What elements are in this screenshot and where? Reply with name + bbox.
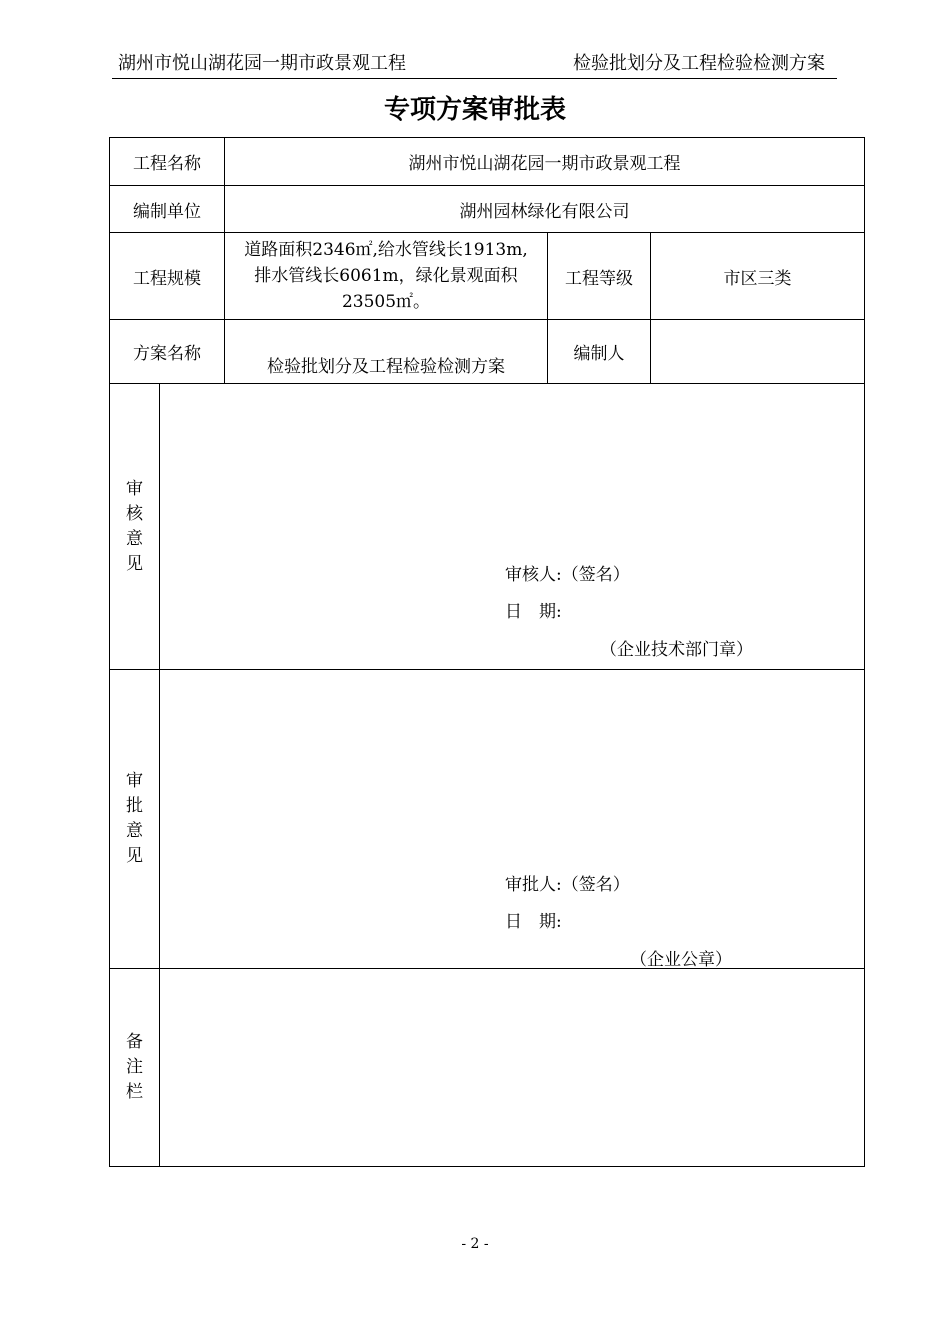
remarks-row xyxy=(110,969,865,1167)
approval-date: 日 期: xyxy=(505,912,562,932)
plan-author-value xyxy=(651,320,865,384)
remarks-cell xyxy=(160,969,865,1167)
page-number: - 2 - xyxy=(461,1236,489,1252)
review-date: 日 期: xyxy=(505,602,562,622)
page-title: 专项方案审批表 xyxy=(383,95,566,125)
review-opinion-cell xyxy=(160,384,865,670)
approval-label: 审批意见 xyxy=(126,771,143,866)
plan-name-value: 检验批划分及工程检验检测方案 xyxy=(225,320,548,384)
approval-signer: 审批人:（签名） xyxy=(505,875,630,895)
compiler-unit-label: 编制单位 xyxy=(110,186,225,233)
approval-label-cell xyxy=(110,670,160,969)
approval-seal: （企业公章） xyxy=(630,950,732,970)
header-rule xyxy=(112,78,837,79)
scale-row xyxy=(110,233,865,320)
project-scale-label: 工程规模 xyxy=(110,233,225,320)
review-seal: （企业技术部门章） xyxy=(600,640,753,660)
compiler-unit-row xyxy=(110,186,865,233)
project-grade-label: 工程等级 xyxy=(548,233,651,320)
project-grade-value: 市区三类 xyxy=(651,233,865,320)
review-row xyxy=(110,384,865,670)
plan-row xyxy=(110,320,865,384)
scale-line-2: 排水管线长6061m，绿化景观面积 xyxy=(254,266,518,286)
header-document-name: 检验批划分及工程检验检测方案 xyxy=(573,53,825,74)
approval-opinion-cell xyxy=(160,670,865,969)
project-scale-value xyxy=(225,233,548,320)
header-project-name: 湖州市悦山湖花园一期市政景观工程 xyxy=(118,53,406,74)
project-row xyxy=(110,138,865,186)
scale-line-3: 23505㎡。 xyxy=(341,292,431,312)
scale-line-1: 道路面积2346㎡,给水管线长1913m, xyxy=(244,240,528,260)
plan-author-label: 编制人 xyxy=(548,320,651,384)
plan-name-label: 方案名称 xyxy=(110,320,225,384)
remarks-label-cell xyxy=(110,969,160,1167)
compiler-unit-value: 湖州园林绿化有限公司 xyxy=(225,186,865,233)
approval-form-table xyxy=(109,137,865,1167)
review-label: 审核意见 xyxy=(126,478,143,574)
approval-row xyxy=(110,670,865,969)
review-signer: 审核人:（签名） xyxy=(505,565,630,585)
review-label-cell xyxy=(110,384,160,670)
remarks-label: 备注栏 xyxy=(126,1032,143,1102)
project-name-value: 湖州市悦山湖花园一期市政景观工程 xyxy=(225,138,865,186)
project-name-label: 工程名称 xyxy=(110,138,225,186)
